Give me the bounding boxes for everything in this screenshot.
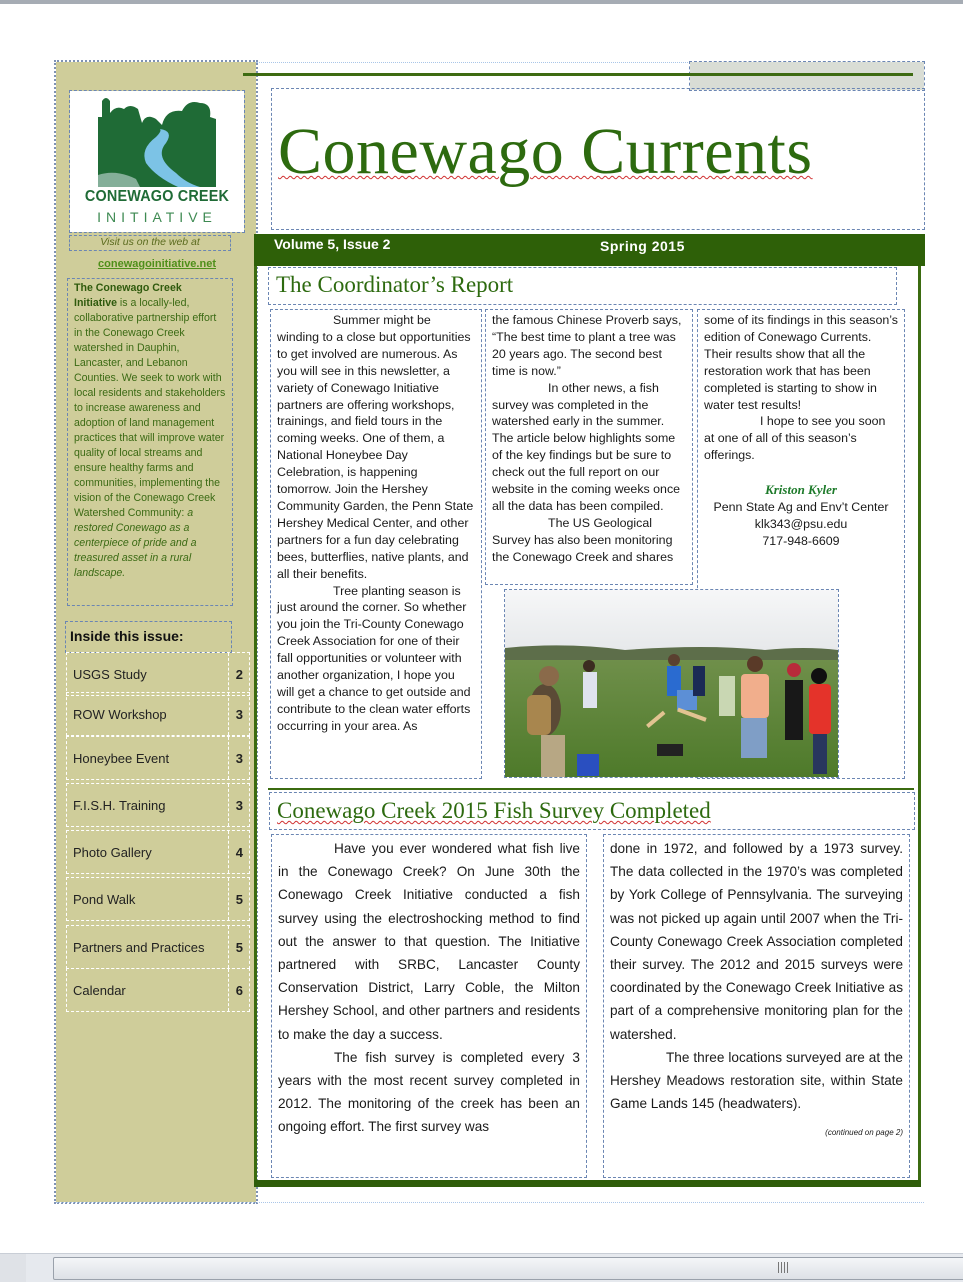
paragraph: The fish survey is completed every 3 years with the most recent survey completed in 2012. The monitoring of the creek has been an ongoing effort. The first survey was — [278, 1049, 580, 1135]
toc-page: 4 — [235, 844, 243, 860]
toc-label: Partners and Practices — [73, 926, 229, 968]
toc-item[interactable] — [66, 783, 250, 827]
page-boundary-bottom — [56, 1202, 924, 1204]
signature-phone: 717-948-6609 — [762, 533, 840, 548]
coordinator-column-1 — [271, 310, 481, 778]
paragraph: Tree planting season is just around the corner. So whether you join the Tri-County Conewago Creek Association for one of their fall opportunities or volunteer with another organization, I hope you will get a chance to get outside and contribute to the clean water efforts occurring in your area. As — [277, 583, 471, 733]
toc-item[interactable] — [66, 692, 250, 736]
fish-survey-heading: Conewago Creek 2015 Fish Survey Completed — [277, 798, 711, 823]
paragraph: done in 1972, and followed by a 1973 survey. The data collected in the 1970’s was completed by York College of Pennsylvania. The surveying was not picked up again until 2007 when the Tri-County Conewago Creek Association completed their survey. The 2012 and 2015 surveys were coordinated by the Conewago Creek Initiative as part of a comprehensive monitoring plan for the watershed. — [610, 841, 903, 1042]
scrollbar-thumb[interactable] — [53, 1257, 963, 1280]
toc-item[interactable] — [66, 925, 250, 969]
fish-survey-column-2 — [604, 835, 909, 1177]
coordinator-heading: The Coordinator’s Report — [276, 272, 514, 297]
masthead — [272, 89, 924, 229]
window-top-border — [0, 0, 963, 4]
toc-item[interactable] — [66, 968, 250, 1012]
inside-this-issue-heading: Inside this issue: — [66, 622, 231, 652]
toc-label: Calendar — [73, 969, 229, 1011]
paragraph: the famous Chinese Proverb says, “The best time to plant a tree was 20 years ago. The second best time is now.” — [492, 313, 682, 378]
toc-page: 2 — [235, 666, 243, 682]
paragraph: some of its findings in this season’s edition of Conewago Currents. Their results show that all the restoration work that has been completed is starting to show in water test results! — [704, 313, 898, 412]
content-frame-bottom — [254, 1180, 921, 1187]
scrollbar-grip-icon — [778, 1262, 790, 1273]
mission-bold: The Conewago Creek Initiative — [74, 282, 182, 309]
toc-item[interactable] — [66, 877, 250, 921]
logo-subtitle: INITIATIVE — [97, 209, 217, 225]
toc-page: 5 — [235, 939, 243, 955]
toc-item[interactable] — [66, 830, 250, 874]
header-accent-box — [690, 62, 924, 90]
paragraph: Summer might be winding to a close but opportunities to get involved are numerous. As you will see in this newsletter, a variety of Conewago Initiative partners are offering workshops, trainings, and field tours in the coming weeks. One of them, a National Honeybee Day Celebration, is happening tomorrow. Join the Hershey Community Garden, the Penn State Hershey Medical Center, and other partners for a fun day celebrating bees, butterflies, native plants, and all their benefits. — [277, 313, 474, 581]
toc-page: 5 — [235, 891, 243, 907]
section-divider — [268, 788, 914, 790]
paragraph: The three locations surveyed are at the Hershey Meadows restoration site, within State Game Lands 145 (headwaters). — [610, 1049, 903, 1112]
toc-label: ROW Workshop — [73, 693, 229, 735]
logo — [70, 91, 244, 232]
signature-email[interactable]: klk343@psu.edu — [754, 516, 848, 531]
paragraph: The US Geological Survey has also been monitoring the Conewago Creek and shares — [492, 515, 674, 564]
website-link[interactable]: conewagoinitiative.net — [98, 258, 216, 270]
volunteers-photo — [505, 590, 838, 777]
coordinator-column-2 — [486, 310, 692, 584]
mission-vision: a restored Conewago as a centerpiece of pride and a treasured asset in a rural landscape. — [74, 507, 197, 579]
page-boundary-top — [256, 62, 690, 64]
newsletter-title: Conewago Currents — [278, 115, 813, 188]
mission-statement — [68, 279, 232, 605]
horizontal-scrollbar[interactable] — [0, 1253, 963, 1282]
scrollbar-track[interactable] — [0, 1254, 26, 1282]
toc-label: F.I.S.H. Training — [73, 784, 229, 826]
toc-label: Pond Walk — [73, 878, 229, 920]
paragraph: I hope to see you soon at one of all of this season’s offerings. — [704, 414, 886, 463]
logo-title: CONEWAGO CREEK — [84, 188, 230, 205]
paragraph: In other news, a fish survey was completed in the watershed early in the summer. The article below highlights some of the key findings but be sure to check out the full report on our website in the coming weeks once all the data has been compiled. — [492, 380, 681, 513]
toc-item[interactable] — [66, 652, 250, 696]
toc-label: Honeybee Event — [73, 737, 229, 779]
season-date: Spring 2015 — [600, 238, 685, 254]
header-rule — [243, 73, 913, 76]
toc-label: Photo Gallery — [73, 831, 229, 873]
creek-landscape-icon — [96, 95, 218, 187]
toc-label: USGS Study — [73, 653, 229, 695]
continued-note: (continued on page 2) — [825, 1128, 903, 1138]
signature-name: Kriston Kyler — [765, 482, 837, 498]
fish-survey-column-1 — [272, 835, 586, 1177]
paragraph: Have you ever wondered what fish live in the Conewago Creek? On June 30th the Conewago Creek Initiative conducted a fish survey using the electroshocking method to find out the answer to that question. The Initiative partnered with SRBC, Lancaster County Conservation District, Larry Coble, the Milton Hershey School, and other partners and residents to make the day a success. — [278, 841, 580, 1042]
visit-web-text: Visit us on the web at — [70, 236, 230, 250]
photo-image — [505, 590, 838, 777]
toc-page: 3 — [235, 797, 243, 813]
toc-item[interactable] — [66, 736, 250, 780]
toc-page: 3 — [235, 750, 243, 766]
toc-page: 3 — [235, 706, 243, 722]
signature-org: Penn State Ag and Env’t Center — [713, 500, 889, 515]
mission-text: is a locally-led, collaborative partnership effort in the Conewago Creek watershed in Dauphin, Lancaster, and Lebanon Counties. We seek to work with local residents and stakeholders to increase awareness and adoption of land management practices that will improve water quality of local streams and ensure healthy farms and communities, implementing the vision of the Conewago Creek Watershed Community: — [74, 297, 226, 519]
signature-block — [704, 482, 898, 550]
volume-issue: Volume 5, Issue 2 — [274, 236, 391, 252]
toc-page: 6 — [235, 982, 243, 998]
